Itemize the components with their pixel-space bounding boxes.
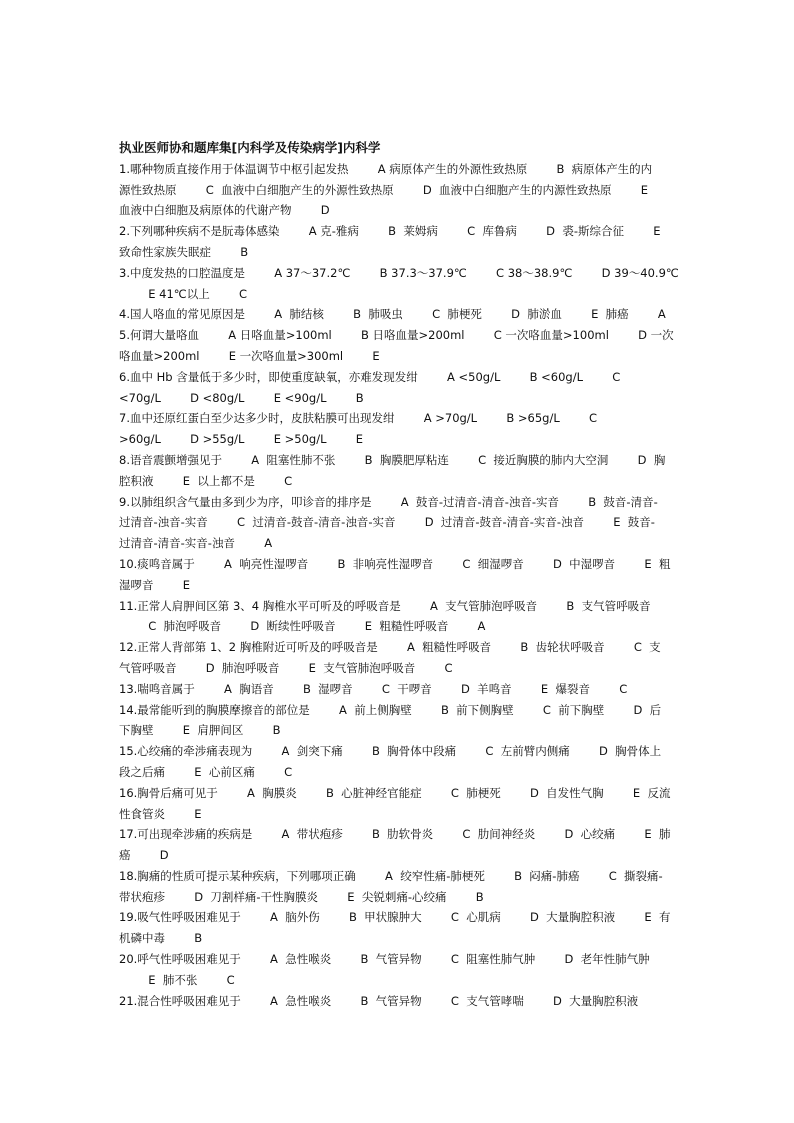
text-line: >60g/L D >55g/L E >50g/L E (119, 432, 363, 447)
document-title: 执业医师协和题库集[内科学及传染病学]内科学 (119, 140, 381, 155)
text-line: 癌 D (119, 848, 169, 863)
text-line: 性食管炎 E (119, 806, 202, 821)
text-line: 带状疱疹 D 刀割样痛-干性胸膜炎 E 尖锐刺痛-心绞痛 B (119, 889, 484, 904)
question-list (119, 159, 679, 1012)
text-line: 1.哪种物质直接作用于体温调节中枢引起发热 A 病原体产生的外源性致热原 B 病原体产生的内 (119, 161, 653, 176)
text-line: 21.混合性呼吸困难见于 A 急性喉炎 B 气管异物 C 支气管哮喘 D 大量胸腔积液 (119, 993, 639, 1008)
text-line: E 41℃以上 C (119, 286, 247, 301)
text-line: 致命性家族失眠症 B (119, 244, 249, 259)
document-body (119, 138, 679, 1011)
text-line: 过清音-浊音-实音 C 过清音-鼓音-清音-浊音-实音 D 过清音-鼓音-清音-实音-浊音 E 鼓音- (119, 515, 655, 530)
text-line: 7.血中还原红蛋白至少达多少时，皮肤粘膜可出现发绀 A >70g/L B >65g/L C (119, 411, 597, 426)
text-line: 16.胸骨后痛可见于 A 胸膜炎 B 心脏神经官能症 C 肺梗死 D 自发性气胸 E 反流 (119, 785, 671, 800)
text-line: 3.中度发热的口腔温度是 A 37～37.2℃ B 37.3～37.9℃ C 38～38.9℃ D 39～40.9℃ (119, 265, 679, 280)
text-line: C 肺泡呼吸音 D 断续性呼吸音 E 粗糙性呼吸音 A (119, 619, 486, 634)
text-line: 湿啰音 E (119, 577, 191, 592)
text-line: 咯血量>200ml E 一次咯血量>300ml E (119, 348, 380, 363)
text-line: 17.可出现牵涉痛的疾病是 A 带状疱疹 B 肋软骨炎 C 肋间神经炎 D 心绞痛 E 肺 (119, 827, 671, 842)
text-line: 13.喘鸣音属于 A 胸语音 B 湿啰音 C 干啰音 D 羊鸣音 E 爆裂音 C (119, 681, 628, 696)
text-line: 下胸壁 E 肩胛间区 B (119, 723, 281, 738)
text-line: 5.何谓大量咯血 A 日咯血量>100ml B 日咯血量>200ml C 一次咯血量>100ml D 一次 (119, 328, 674, 343)
text-line: 6.血中 Hb 含量低于多少时，即使重度缺氧，亦难发现发绀 A <50g/L B <60g/L C (119, 369, 621, 384)
text-line: 12.正常人背部第 1、2 胸椎附近可听及的呼吸音是 A 粗糙性呼吸音 B 齿轮状呼吸音 C 支 (119, 640, 661, 655)
text-line: 9.以肺组织含气量由多到少为序，叩诊音的排序是 A 鼓音-过清音-清音-浊音-实音 B 鼓音-清音- (119, 494, 658, 509)
text-line: 19.吸气性呼吸困难见于 A 脑外伤 B 甲状腺肿大 C 心肌病 D 大量胸腔积液 E 有 (119, 910, 671, 925)
text-line: 段之后痛 E 心前区痛 C (119, 764, 293, 779)
text-line: 4.国人咯血的常见原因是 A 肺结核 B 肺吸虫 C 肺梗死 D 肺淤血 E 肺癌 A (119, 307, 666, 322)
text-line: 20.呼气性呼吸困难见于 A 急性喉炎 B 气管异物 C 阻塞性肺气肿 D 老年性肺气肿 (119, 952, 650, 967)
text-line: E 肺不张 C (119, 972, 235, 987)
text-line: 10.痰鸣音属于 A 响亮性湿啰音 B 非响亮性湿啰音 C 细湿啰音 D 中湿啰音 E 粗 (119, 556, 671, 571)
text-line: 18.胸痛的性质可提示某种疾病，下列哪项正确 A 绞窄性痛-肺梗死 B 闷痛-肺癌 C 撕裂痛- (119, 868, 663, 883)
text-line: 腔积液 E 以上都不是 C (119, 473, 293, 488)
text-line: 15.心绞痛的牵涉痛表现为 A 剑突下痛 B 胸骨体中段痛 C 左前臂内侧痛 D 胸骨体上 (119, 744, 662, 759)
text-line: 过清音-清音-实音-浊音 A (119, 536, 273, 551)
text-line: 血液中白细胞及病原体的代谢产物 D (119, 203, 330, 218)
text-line: 源性致热原 C 血液中白细胞产生的外源性致热原 D 血液中白细胞产生的内源性致热原 E (119, 182, 649, 197)
text-line: 气管呼吸音 D 肺泡呼吸音 E 支气管肺泡呼吸音 C (119, 660, 453, 675)
text-line: 8.语音震颤增强见于 A 阻塞性肺不张 B 胸膜肥厚粘连 C 接近胸膜的肺内大空洞 D 胸 (119, 452, 666, 467)
text-line: 2.下列哪种疾病不是朊毒体感染 A 克-雅病 B 莱姆病 C 库鲁病 D 裘-斯综合征 E (119, 224, 661, 239)
text-line: 14.最常能听到的胸膜摩擦音的部位是 A 前上侧胸壁 B 前下侧胸壁 C 前下胸壁 D 后 (119, 702, 662, 717)
text-line: <70g/L D <80g/L E <90g/L B (119, 390, 364, 405)
text-line: 机磷中毒 B (119, 931, 203, 946)
text-line: 11.正常人肩胛间区第 3、4 胸椎水平可听及的呼吸音是 A 支气管肺泡呼吸音 B 支气管呼吸音 (119, 598, 651, 613)
